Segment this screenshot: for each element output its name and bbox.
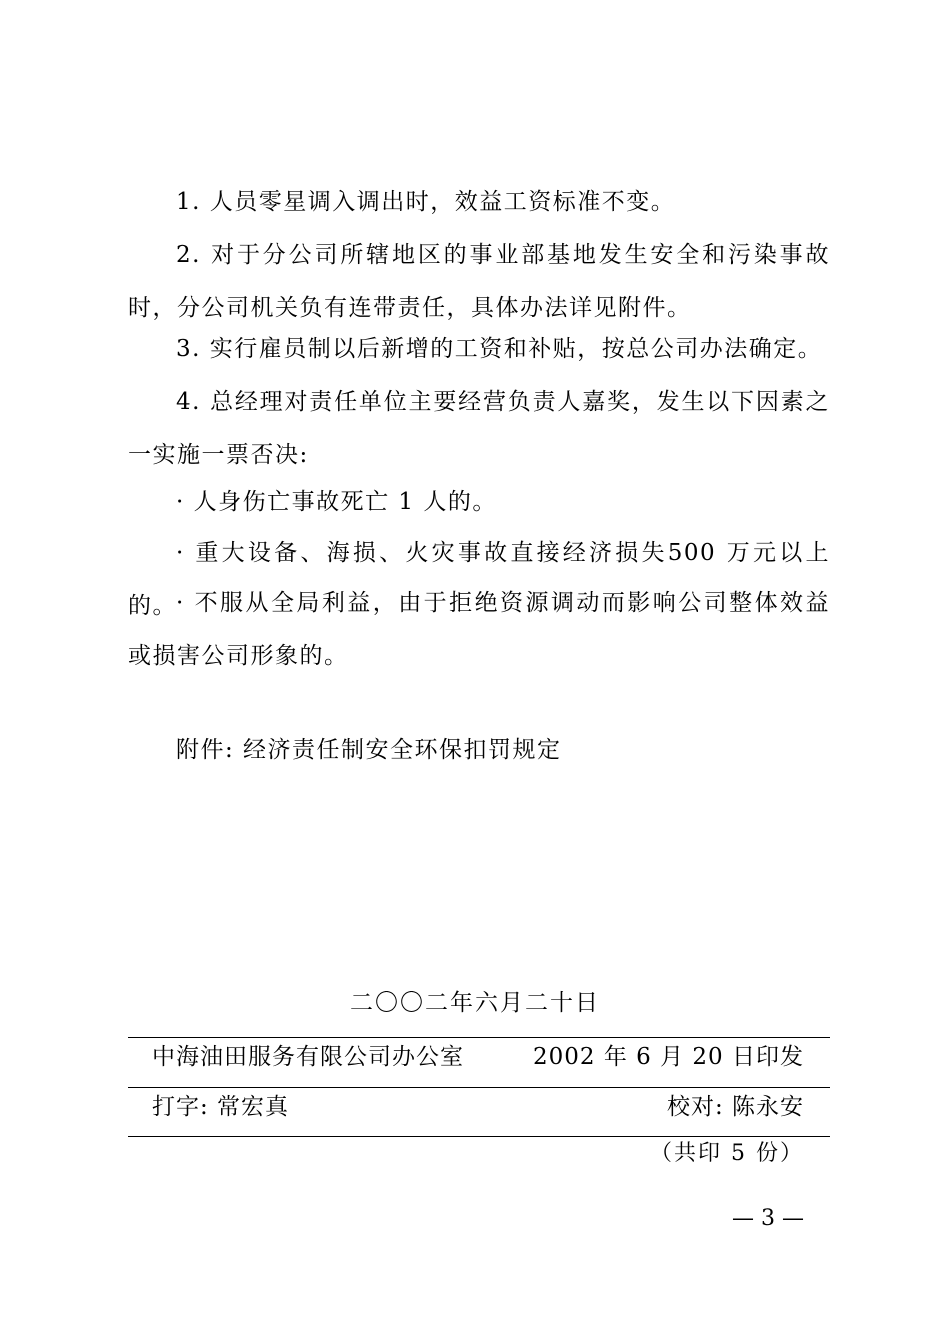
- signature-date: 二〇〇二年六月二十日: [350, 990, 600, 1016]
- paragraph-item-2: 2. 对于分公司所辖地区的事业部基地发生安全和污染事故时，分公司机关负有连带责任，具体办法详见附件。: [128, 242, 830, 321]
- typist: 打字: 常宏真: [152, 1094, 290, 1120]
- paragraph-item-4: 4. 总经理对责任单位主要经营负责人嘉奖，发生以下因素之一实施一票否决:: [128, 389, 830, 468]
- page-number: — 3 —: [732, 1206, 804, 1231]
- copies-note: （共印 5 份）: [650, 1141, 804, 1166]
- issue-date: 2002 年 6 月 20 日印发: [533, 1044, 804, 1070]
- attachment-note: 附件: 经济责任制安全环保扣罚规定: [176, 737, 562, 763]
- paragraph-item-3: 3. 实行雇员制以后新增的工资和补贴，按总公司办法确定。: [176, 336, 823, 362]
- proofreader: 校对: 陈永安: [666, 1094, 804, 1120]
- bullet-item-2: · 重大设备、海损、火灾事故直接经济损失500 万元以上的。: [128, 540, 830, 619]
- bullet-item-3: · 不服从全局利益，由于拒绝资源调动而影响公司整体效益或损害公司形象的。: [128, 590, 830, 669]
- bullet-item-1: · 人身伤亡事故死亡 1 人的。: [176, 489, 497, 515]
- issuer-row: [152, 1038, 804, 1071]
- paragraph-item-1: 1. 人员零星调入调出时，效益工资标准不变。: [176, 189, 676, 215]
- issuer-name: 中海油田服务有限公司办公室: [152, 1044, 464, 1070]
- typist-row: [152, 1088, 804, 1121]
